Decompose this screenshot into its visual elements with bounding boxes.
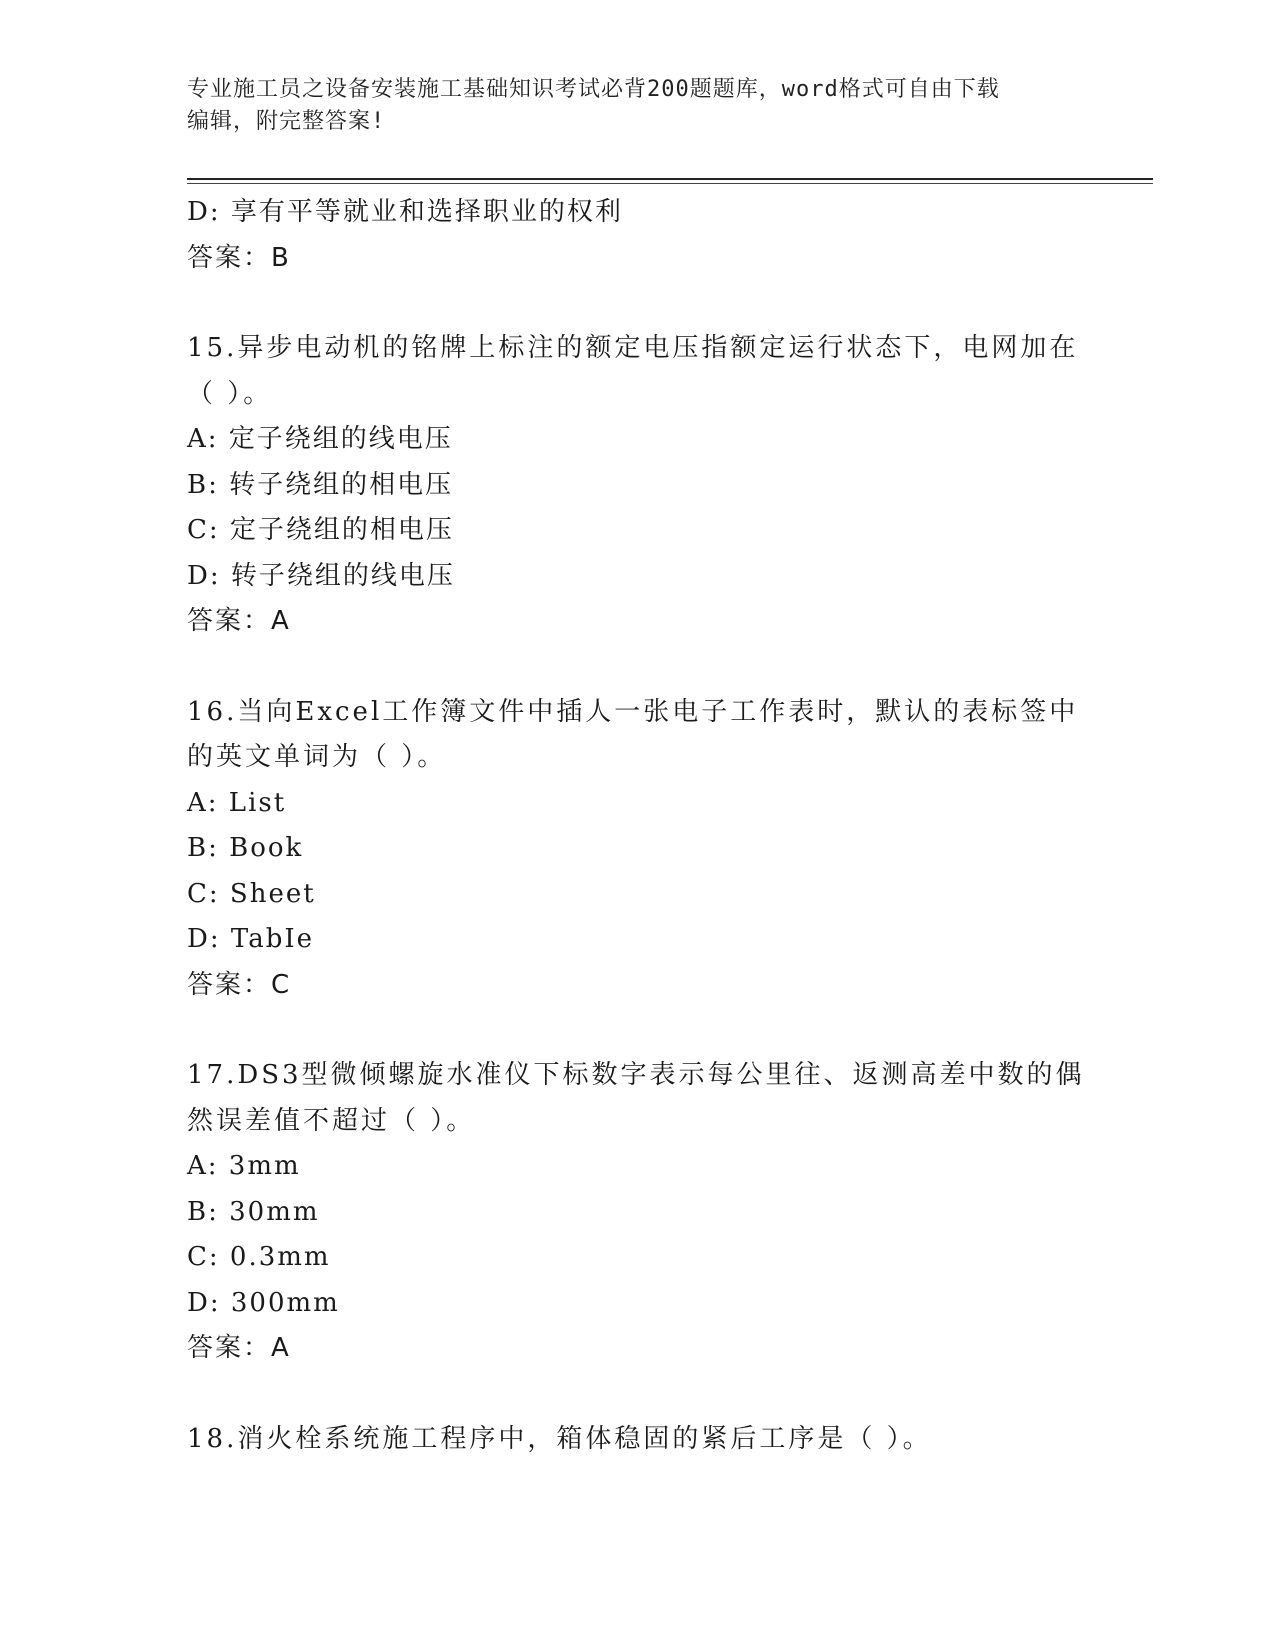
question-content	[187, 190, 1087, 1462]
option-d: D: 享有平等就业和选择职业的权利	[187, 197, 623, 227]
question-16	[187, 690, 1087, 1009]
answer-line: 答案：A	[187, 1333, 291, 1363]
option-d: D: 转子绕组的线电压	[187, 560, 455, 591]
header-rule-thick	[187, 178, 1153, 180]
answer-line: 答案：B	[187, 242, 291, 273]
question-text-line-2: 的英文单词为（ ）。	[187, 742, 447, 772]
question-text-line-2: 然误差值不超过（ ）。	[187, 1105, 476, 1136]
question-15	[187, 326, 1087, 645]
option-a: A: List	[187, 787, 287, 818]
header-line-1: 专业施工员之设备安装施工基础知识考试必背200题题库，word格式可自由下载	[187, 77, 1000, 102]
header-line-2: 编辑，附完整答案!	[187, 109, 386, 134]
option-c: C: 定子绕组的相电压	[187, 515, 454, 545]
option-b: B: 转子绕组的相电压	[187, 469, 454, 500]
option-c: C: 0.3mm	[187, 1242, 331, 1272]
question-text-line-2: （ ）。	[187, 378, 273, 409]
option-a: A: 定子绕组的线电压	[187, 424, 453, 454]
question-text-line-1: 15.异步电动机的铭牌上标注的额定电压指额定运行状态下，电网加在	[187, 333, 1079, 363]
answer-line: 答案：A	[187, 606, 291, 636]
option-d: D: 300mm	[187, 1287, 340, 1318]
option-b: B: Book	[187, 833, 304, 863]
option-b: B: 30mm	[187, 1196, 320, 1227]
option-d: D: TabIe	[187, 924, 314, 954]
question-18	[187, 1417, 1087, 1463]
header-rule-thin	[187, 183, 1153, 184]
previous-question-tail	[187, 190, 1087, 281]
question-text-line-1: 17.DS3型微倾螺旋水准仪下标数字表示每公里往、返测高差中数的偶	[187, 1060, 1085, 1090]
option-a: A: 3mm	[187, 1151, 301, 1181]
answer-line: 答案：C	[187, 969, 292, 1000]
question-text-line-1: 16.当向Excel工作簿文件中插人一张电子工作表时，默认的表标签中	[187, 696, 1079, 727]
option-c: C: Sheet	[187, 878, 316, 909]
question-17	[187, 1053, 1087, 1372]
page-header	[187, 74, 1067, 138]
question-text-line-1: 18.消火栓系统施工程序中，箱体稳固的紧后工序是（ ）。	[187, 1423, 932, 1454]
